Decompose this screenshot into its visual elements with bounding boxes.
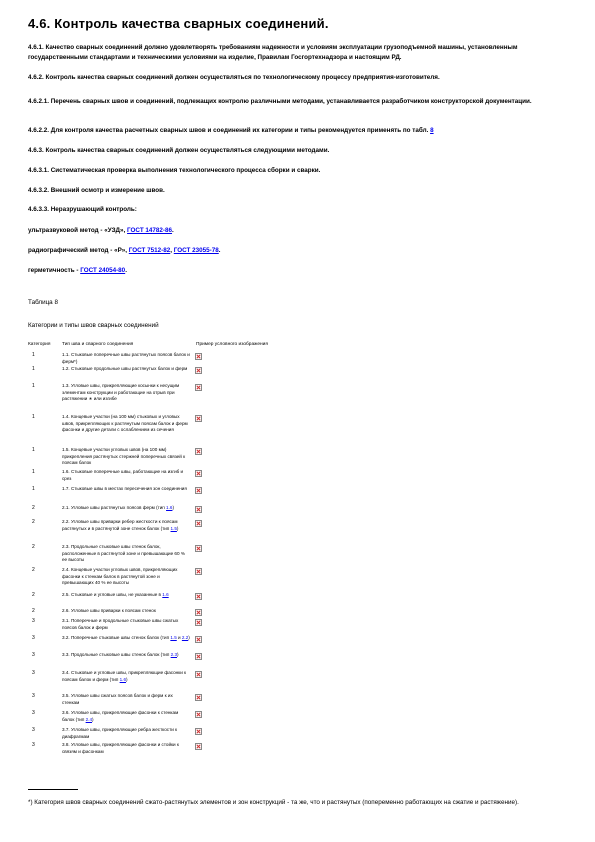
row-category: 1 bbox=[32, 447, 35, 453]
type-link[interactable]: 2.2 bbox=[181, 635, 189, 640]
broken-image-icon bbox=[195, 520, 202, 527]
row-description: 3.8. Угловые швы, прикрепляющие фасонки и стойки к связям и фасонкам bbox=[62, 742, 179, 754]
row-category: 2 bbox=[32, 519, 35, 525]
paragraph: 4.6.3.2. Внешний осмотр и измерение швов. bbox=[28, 187, 165, 194]
row-category: 1 bbox=[32, 469, 35, 475]
broken-image-icon bbox=[195, 636, 202, 643]
row-description: 1.5. Концевые участки угловых швов (на 100 мм) прикрепления растянутых стержней поперечных связей к поясам балок bbox=[62, 447, 186, 466]
row-description: 3.3. Продольные стыковые швы стенок балок (тип 2.3) bbox=[62, 652, 179, 657]
row-description: 2.1. Угловые швы растянутых поясов ферм (тип 1.6) bbox=[62, 505, 174, 510]
broken-image-icon bbox=[195, 470, 202, 477]
type-link[interactable]: 2.4 bbox=[85, 716, 93, 722]
row-description: 1.1. Стыковые поперечные швы растянутых поясов балок и ферм*) bbox=[62, 352, 190, 364]
row-category: 3 bbox=[32, 710, 35, 716]
broken-image-icon bbox=[195, 743, 202, 750]
paragraph: 4.6.2. Контроль качества сварных соединений должен осуществляться по технологическому процессу предприятия-изготовителя. bbox=[28, 74, 440, 81]
broken-image-icon bbox=[195, 545, 202, 552]
footnote-rule bbox=[28, 789, 78, 790]
broken-image-icon bbox=[195, 728, 202, 735]
page-title: 4.6. Контроль качества сварных соединений. bbox=[28, 16, 329, 31]
standard-link[interactable]: ГОСТ 14782-86 bbox=[127, 227, 173, 234]
type-link[interactable]: 1.5 bbox=[170, 635, 177, 640]
broken-image-icon bbox=[195, 711, 202, 718]
broken-image-icon bbox=[195, 353, 202, 360]
row-category: 1 bbox=[32, 352, 35, 358]
header-example: Пример условного изображения bbox=[196, 342, 268, 347]
row-category: 2 bbox=[32, 567, 35, 573]
row-description: 1.4. Концевые участки (на 100 мм) стыковых и угловых швов, прикрепляющих к растянутым поясам балок и ферм фасонки и другие детали с ослаблением из сечения bbox=[62, 414, 188, 433]
broken-image-icon bbox=[195, 694, 202, 701]
row-category: 3 bbox=[32, 727, 35, 733]
broken-image-icon bbox=[195, 448, 202, 455]
broken-image-icon bbox=[195, 671, 202, 678]
row-category: 3 bbox=[32, 635, 35, 641]
row-category: 2 bbox=[32, 608, 35, 614]
broken-image-icon bbox=[195, 367, 202, 374]
row-description: 3.4. Стыковые и угловые швы, прикрепляющие фасонки к поясам балок и ферм (тип 1.6) bbox=[62, 670, 187, 682]
row-description: 3.1. Поперечные и продольные стыковые швы сжатых поясов балок и ферм bbox=[62, 618, 179, 630]
broken-image-icon bbox=[195, 609, 202, 616]
type-link[interactable]: 1.5 bbox=[170, 525, 177, 531]
row-category: 3 bbox=[32, 618, 35, 624]
broken-image-icon bbox=[195, 593, 202, 600]
row-description: 3.6. Угловые швы, прикрепляющие фасонки к стенкам балок (тип 2.4) bbox=[62, 710, 179, 722]
row-description: 3.7. Угловые швы, прикрепляющие ребра жесткости к диафрагмам bbox=[62, 727, 178, 739]
table-caption: Категории и типы швов сварных соединений bbox=[28, 322, 159, 329]
broken-image-icon bbox=[195, 653, 202, 660]
row-description: 1.6. Стыковые поперечные швы, работающие на изгиб и срез bbox=[62, 469, 184, 481]
row-description: 2.4. Концевые участки угловых швов, прикрепляющих фасонки к стенкам балок в растянутой зоне и превышающих 40 % ее высоты bbox=[62, 567, 178, 586]
table-link[interactable]: 8 bbox=[430, 127, 434, 134]
type-link[interactable]: 1.6 bbox=[162, 592, 169, 597]
standard-link[interactable]: ГОСТ 23055-78 bbox=[173, 247, 219, 254]
row-category: 1 bbox=[32, 486, 35, 492]
row-description: 2.5. Стыковые и угловые швы, не указанные в 1.6 bbox=[62, 592, 169, 597]
row-description: 2.6. Угловые швы приварки к поясам стенок bbox=[62, 608, 156, 613]
row-description: 1.3. Угловые швы, прикрепляющие косынки к несущим элементам конструкции и работающие на отрыв при растяжении ∗ или изгибе bbox=[62, 383, 180, 402]
row-category: 3 bbox=[32, 742, 35, 748]
paragraph: 4.6.2.2. Для контроля качества расчетных сварных швов и соединений их категории и типы рекомендуется применять по табл. 8 bbox=[28, 127, 434, 134]
paragraph: 4.6.3.3. Неразрушающий контроль: bbox=[28, 206, 137, 213]
row-category: 3 bbox=[32, 670, 35, 676]
footnote: *) Категория швов сварных соединений сжато-растянутых элементов и зон конструкций - та же, что и растянутых (попеременно работающих на сжатие и растяжение). bbox=[28, 799, 519, 806]
standard-link[interactable]: ГОСТ 24054-80 bbox=[80, 267, 126, 274]
row-category: 3 bbox=[32, 693, 35, 699]
row-category: 2 bbox=[32, 544, 35, 550]
row-description: 1.2. Стыковые продольные швы растянутых балок и ферм bbox=[62, 366, 188, 371]
broken-image-icon bbox=[195, 487, 202, 494]
row-description: 3.5. Угловые швы сжатых поясов балок и ферм к их стенкам bbox=[62, 693, 173, 705]
ndt-method: герметичность - ГОСТ 24054-80. bbox=[28, 267, 127, 274]
row-category: 1 bbox=[32, 366, 35, 372]
header-type: Тип шва и сварного соединения bbox=[62, 342, 134, 347]
row-category: 1 bbox=[32, 383, 35, 389]
broken-image-icon bbox=[195, 415, 202, 422]
ndt-method: радиографический метод - «Р», ГОСТ 7512-82, ГОСТ 23055-78. bbox=[28, 247, 221, 254]
paragraph: 4.6.3.1. Систематическая проверка выполнения технологического процесса сборки и сварки. bbox=[28, 167, 321, 174]
row-description: 1.7. Стыковые швы в местах пересечения зон соединения bbox=[62, 486, 187, 491]
row-description: 2.2. Угловые швы приварки ребер жесткости к поясам растянутых и в растянутой зоне стенок балок (тип 1.5) bbox=[62, 519, 179, 531]
paragraph: 4.6.2.1. Перечень сварных швов и соединений, подлежащих контролю различными методами, устанавливается разработчиком конструкторской документации. bbox=[28, 98, 532, 105]
broken-image-icon bbox=[195, 384, 202, 391]
type-link[interactable]: 1.6 bbox=[166, 505, 173, 510]
row-description: 2.3. Продольные стыковые швы стенок балок, расположенные в растянутой зоне и превышающие 60 % ее высоты bbox=[62, 544, 185, 563]
standard-link[interactable]: ГОСТ 7512-82 bbox=[128, 247, 171, 254]
broken-image-icon bbox=[195, 568, 202, 575]
row-description: 3.2. Поперечные стыковые швы стенок балок (тип 1.5 и 2.2) bbox=[62, 635, 190, 640]
table-number: Таблица 8 bbox=[28, 299, 58, 306]
broken-image-icon bbox=[195, 506, 202, 513]
header-category: Категория bbox=[28, 342, 51, 347]
paragraph: 4.6.3. Контроль качества сварных соединений должен осуществляться следующими методами. bbox=[28, 147, 330, 154]
ndt-method: ультразвуковой метод - «УЗД», ГОСТ 14782-86. bbox=[28, 227, 174, 234]
row-category: 1 bbox=[32, 414, 35, 420]
type-link[interactable]: 1.6 bbox=[119, 676, 126, 682]
row-category: 2 bbox=[32, 505, 35, 511]
paragraph: 4.6.1. Качество сварных соединений должно удовлетворять требованиям надежности и условиям эксплуатации грузоподъемной машины, установленным государственными стандартами и техническими условиями на изделие, Правилам Госгортехнадзора и настоящим РД. bbox=[28, 44, 518, 61]
type-link[interactable]: 2.3 bbox=[170, 652, 178, 657]
row-category: 3 bbox=[32, 652, 35, 658]
row-category: 2 bbox=[32, 592, 35, 598]
broken-image-icon bbox=[195, 619, 202, 626]
